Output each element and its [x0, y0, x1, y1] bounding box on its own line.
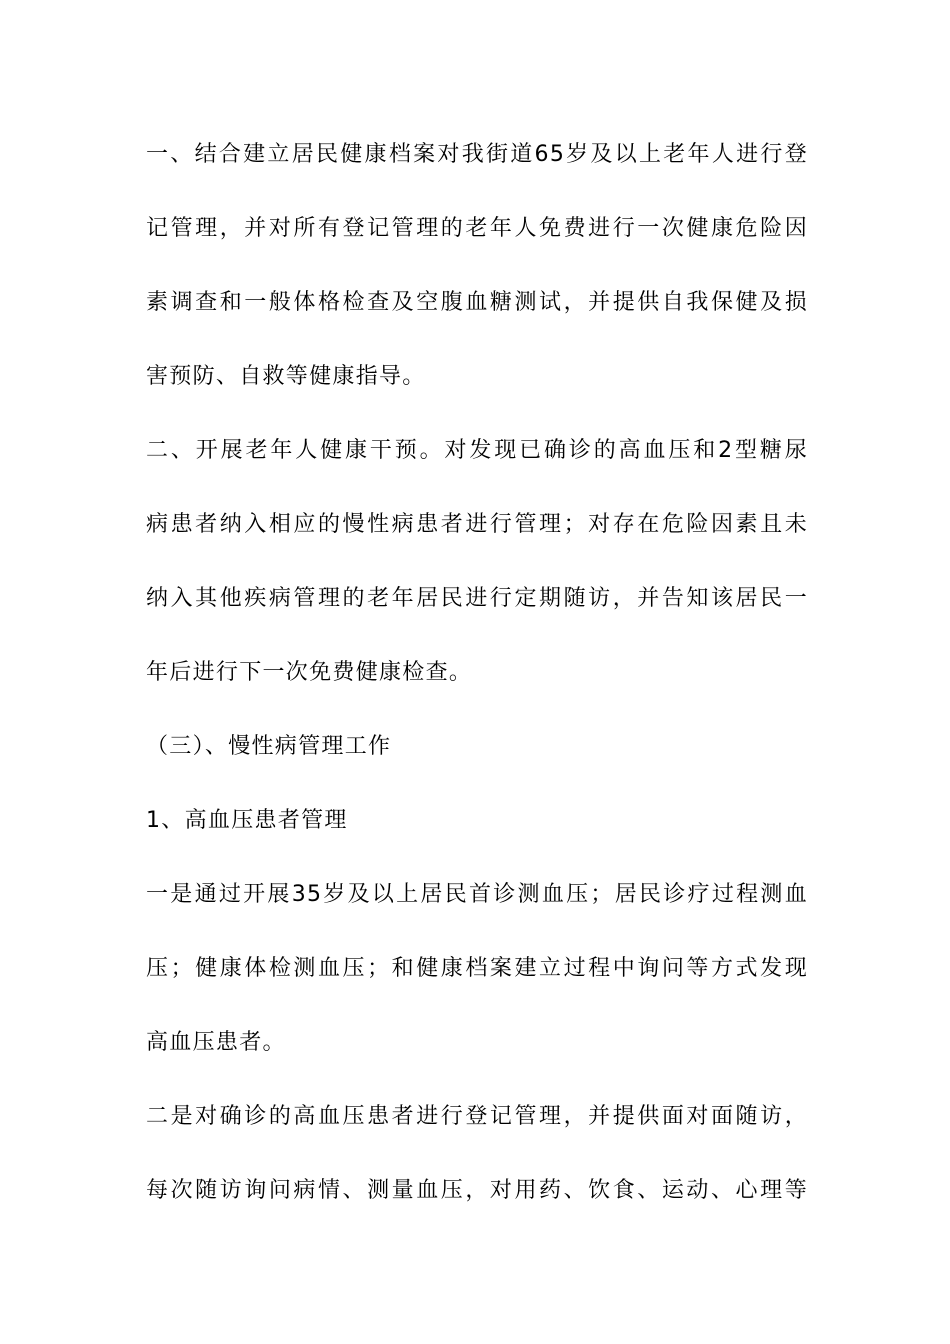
- text-line: 高血压患者。: [146, 1030, 286, 1055]
- text-line: 二、开展老年人健康干预。对发现已确诊的高血压和2型糖尿: [146, 438, 808, 463]
- document-body: [146, 118, 808, 1228]
- text-line: 纳入其他疾病管理的老年居民进行定期随访，并告知该居民一: [146, 586, 808, 611]
- text-line: 一、结合建立居民健康档案对我街道65岁及以上老年人进行登: [146, 142, 808, 167]
- text-line: 压；健康体检测血压；和健康档案建立过程中询问等方式发现: [146, 956, 808, 981]
- text-line: 每次随访询问病情、测量血压，对用药、饮食、运动、心理等: [146, 1178, 808, 1203]
- text-line: 二是对确诊的高血压患者进行登记管理，并提供面对面随访，: [146, 1104, 808, 1129]
- text-line: 害预防、自救等健康指导。: [146, 364, 426, 389]
- subsection-heading: 1、高血压患者管理: [146, 808, 348, 833]
- section-heading: （三）、慢性病管理工作: [146, 734, 392, 759]
- text-line: 素调查和一般体格检查及空腹血糖测试，并提供自我保健及损: [146, 290, 808, 315]
- text-line: 一是通过开展35岁及以上居民首诊测血压；居民诊疗过程测血: [146, 882, 808, 907]
- text-line: 年后进行下一次免费健康检查。: [146, 660, 473, 685]
- text-line: 病患者纳入相应的慢性病患者进行管理；对存在危险因素且未: [146, 512, 808, 537]
- text-line: 记管理，并对所有登记管理的老年人免费进行一次健康危险因: [146, 216, 808, 241]
